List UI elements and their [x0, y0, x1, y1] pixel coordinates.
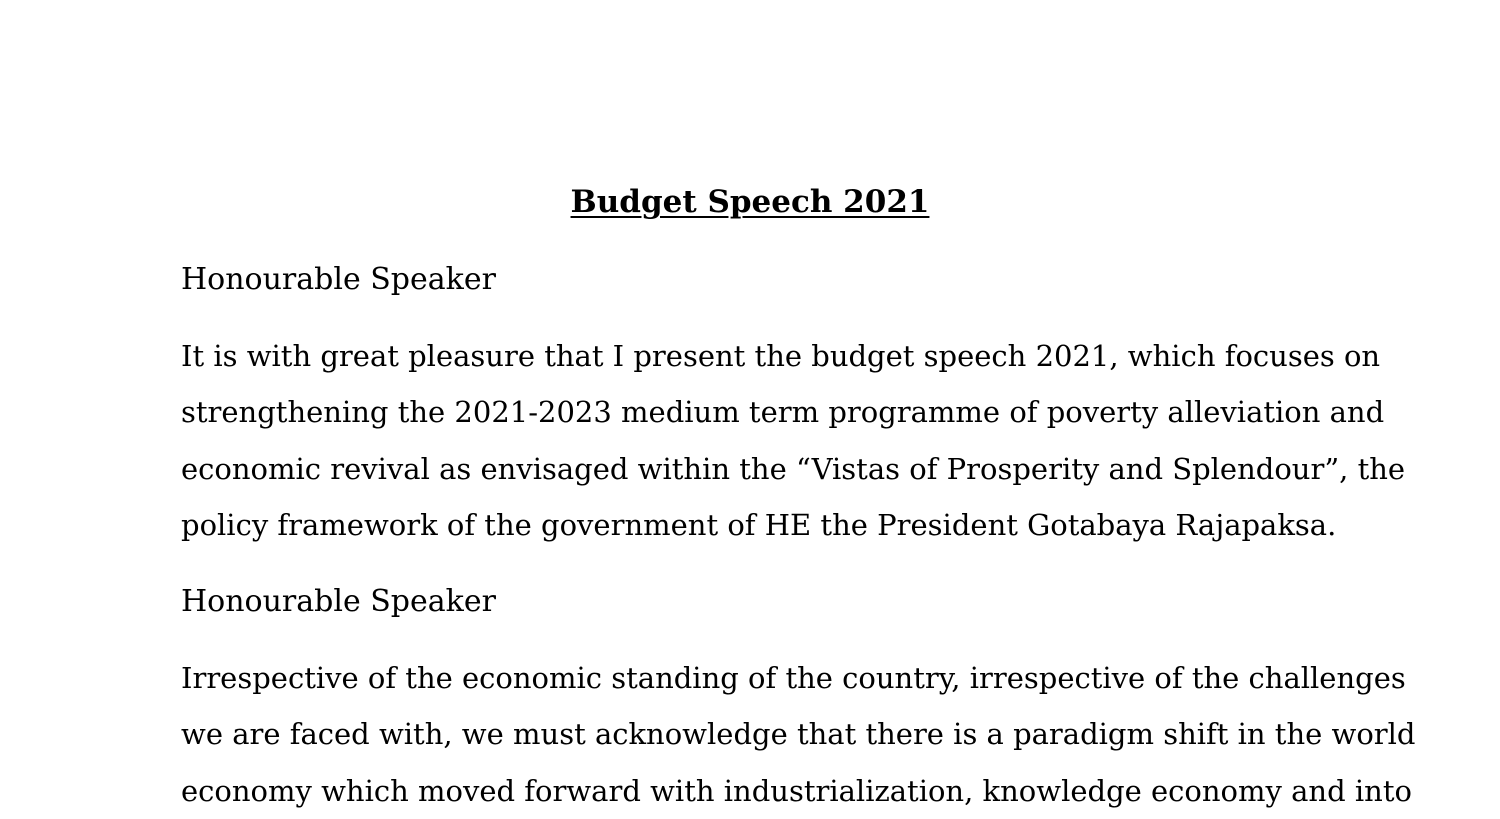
- paragraph-line: Irrespective of the economic standing of the country, irrespective of the challenges: [181, 661, 1406, 695]
- paragraph-line: economy which moved forward with industrialization, knowledge economy and into: [181, 773, 1412, 808]
- section-heading: Honourable Speaker: [181, 584, 496, 619]
- paragraph: [181, 650, 1416, 819]
- document-title: Budget Speech 2021: [570, 184, 930, 220]
- paragraph-line: we are faced with, we must acknowledge that there is a paradigm shift in the world: [181, 717, 1416, 752]
- paragraph-line: It is with great pleasure that I present the budget speech 2021, which focuses on: [181, 339, 1381, 373]
- paragraph-line: strengthening the 2021-2023 medium term programme of poverty alleviation and: [181, 395, 1385, 430]
- section-heading: Honourable Speaker: [181, 262, 496, 297]
- paragraph: [181, 328, 1406, 553]
- paragraph-line: policy framework of the government of HE the President Gotabaya Rajapaksa.: [181, 507, 1337, 542]
- paragraph-line: economic revival as envisaged within the “Vistas of Prosperity and Splendour”, the: [181, 451, 1406, 486]
